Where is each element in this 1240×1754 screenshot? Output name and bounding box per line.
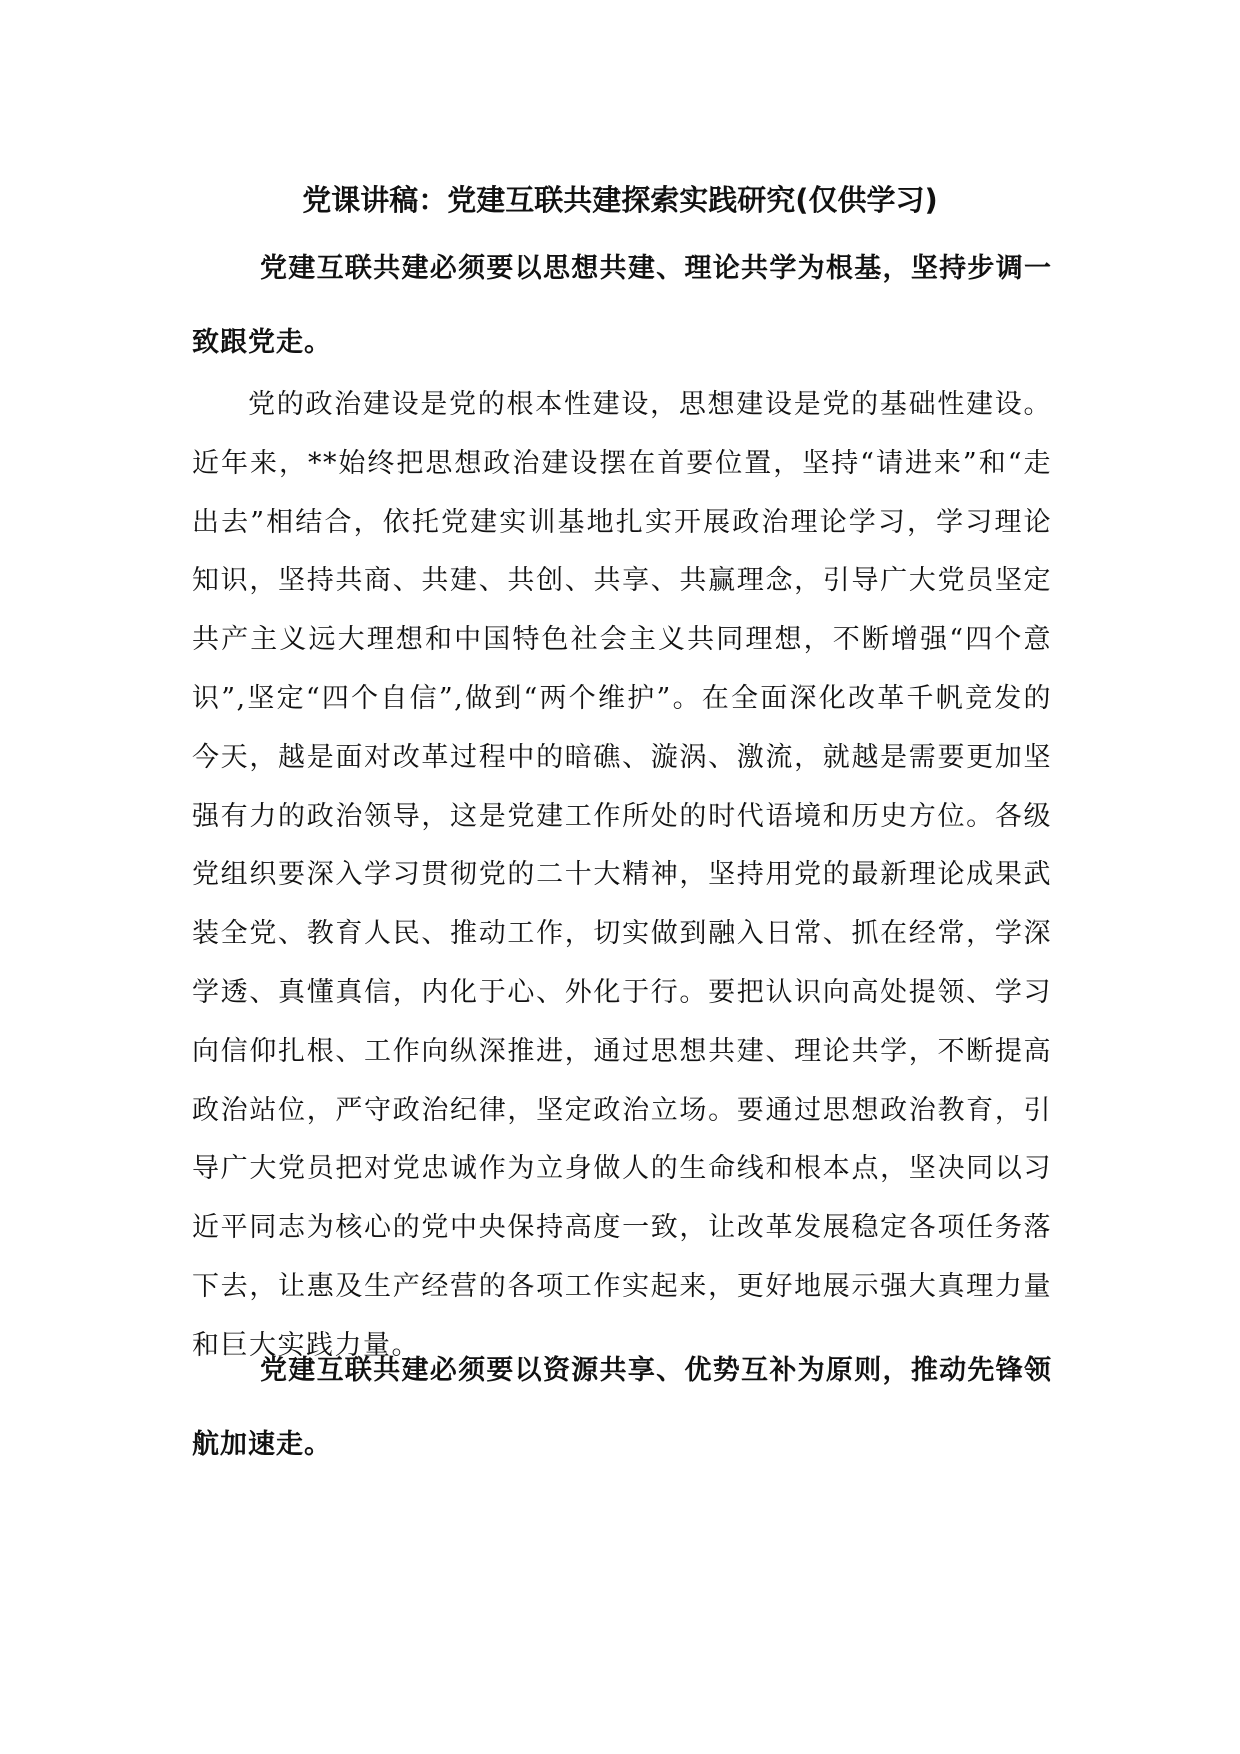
document-title: 党课讲稿：党建互联共建探索实践研究(仅供学习) xyxy=(302,183,938,217)
section-heading-2: 党建互联共建必须要以资源共享、优势互补为原则，推动先锋领航加速走。 xyxy=(192,1355,1052,1460)
section-heading-1: 党建互联共建必须要以思想共建、理论共学为根基，坚持步调一致跟党走。 xyxy=(192,253,1052,358)
body-paragraph: 党的政治建设是党的根本性建设，思想建设是党的基础性建设。近年来，**始终把思想政治建设摆在首要位置，坚持“请进来”和“走出去”相结合，依托党建实训基地扎实开展政治理论学习，学习理论知识，坚持共商、共建、共创、共享、共赢理念，引导广大党员坚定共产主义远大理想和中国特色社会主义共同理想，不断增强“四个意识”,坚定“四个自信”,做到“两个维护”。在全面深化改革千帆竞发的今天，越是面对改革过程中的暗礁、漩涡、激流，就越是需要更加坚强有力的政治领导，这是党建工作所处的时代语境和历史方位。各级党组织要深入学习贯彻党的二十大精神，坚持用党的最新理论成果武装全党、教育人民、推动工作，切实做到融入日常、抓在经常，学深学透、真懂真信，内化于心、外化于行。要把认识向高处提领、学习向信仰扎根、工作向纵深推进，通过思想共建、理论共学，不断提高政治站位，严守政治纪律，坚定政治立场。要通过思想政治教育，引导广大党员把对党忠诚作为立身做人的生命线和根本点，坚决同以习近平同志为核心的党中央保持高度一致，让改革发展稳定各项任务落下去，让惠及生产经营的各项工作实起来，更好地展示强大真理力量和巨大实践力量。 xyxy=(192,389,1052,1361)
